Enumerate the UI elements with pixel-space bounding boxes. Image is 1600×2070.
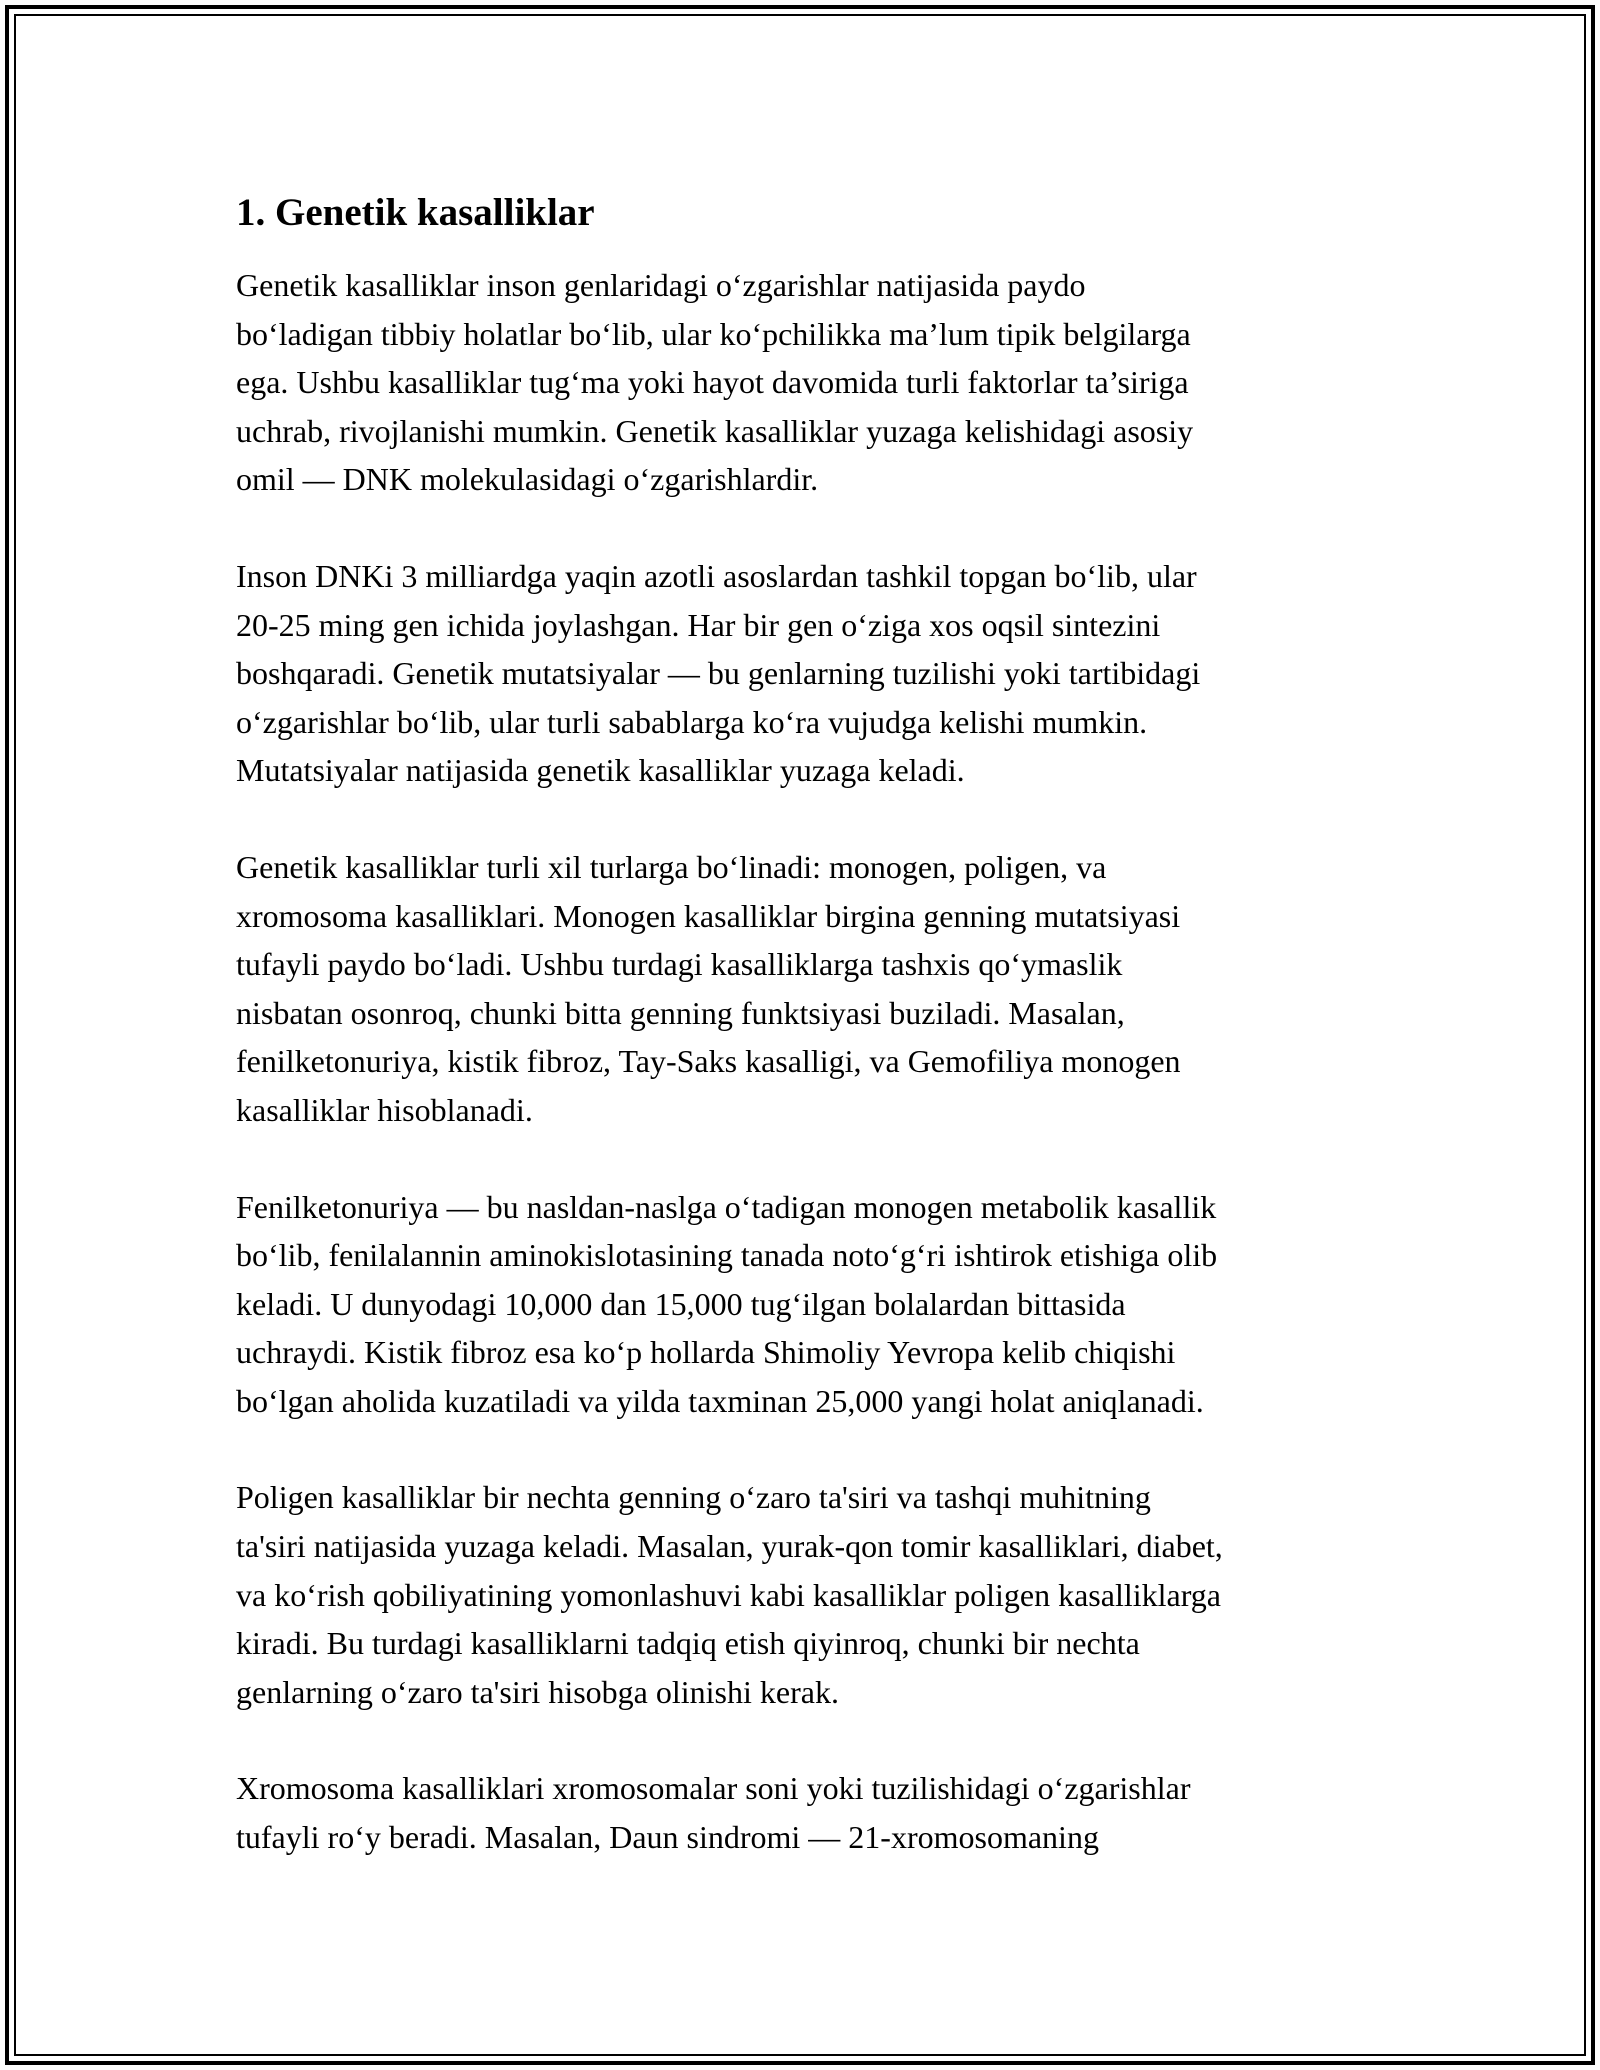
section-heading: 1. Genetik kasalliklar	[236, 191, 595, 234]
document-body	[236, 185, 1376, 1910]
paragraph-types: Genetik kasalliklar turli xil turlarga bo‘linadi: monogen, poligen, va xromosoma kasalliklari. Monogen kasalliklar birgina genning mutatsiyasi tufayli paydo bo‘ladi. Ushbu turdagi kasalliklarga tashxis qo‘ymaslik nisbatan osonroq, chunki bitta genning funktsiyasi buziladi. Masalan, fenilketonuriya, kistik fibroz, Tay-Saks kasalligi, va Gemofiliya monogen kasalliklar hisoblanadi.	[236, 848, 1181, 1128]
paragraph-dna: Inson DNKi 3 milliardga yaqin azotli asoslardan tashkil topgan bo‘lib, ular 20-25 ming gen ichida joylashgan. Har bir gen o‘ziga xos oqsil sintezini boshqaradi. Genetik mutatsiyalar — bu genlarning tuzilishi yoki tartibidagi o‘zgarishlar bo‘lib, ular turli sabablarga ko‘ra vujudga kelishi mumkin. Mutatsiyalar natijasida genetik kasalliklar yuzaga keladi.	[236, 557, 1201, 789]
paragraph-phenylketonuria: Fenilketonuriya — bu nasldan-naslga o‘tadigan monogen metabolik kasallik bo‘lib, fenilalannin aminokislotasining tanada noto‘g‘ri ishtirok etishiga olib keladi. U dunyodagi 10,000 dan 15,000 tug‘ilgan bolalardan bittasida uchraydi. Kistik fibroz esa ko‘p hollarda Shimoliy Yevropa kelib chiqishi bo‘lgan aholida kuzatiladi va yilda taxminan 25,000 yangi holat aniqlanadi.	[236, 1188, 1218, 1419]
paragraph-chromosomal: Xromosoma kasalliklari xromosomalar soni yoki tuzilishidagi o‘zgarishlar tufayli ro‘y beradi. Masalan, Daun sindromi — 21-xromosomaning	[236, 1770, 1191, 1856]
paragraph-polygenic: Poligen kasalliklar bir nechta genning o‘zaro ta'siri va tashqi muhitning ta'siri natijasida yuzaga keladi. Masalan, yurak-qon tomir kasalliklari, diabet, va ko‘rish qobiliyatining yomonlashuvi kabi kasalliklar poligen kasalliklarga kiradi. Bu turdagi kasalliklarni tadqiq etish qiyinroq, chunki bir nechta genlarning o‘zaro ta'siri hisobga olinishi kerak.	[236, 1479, 1223, 1710]
paragraph-intro: Genetik kasalliklar inson genlaridagi o‘zgarishlar natijasida paydo bo‘ladigan tibbiy holatlar bo‘lib, ular ko‘pchilikka ma’lum tipik belgilarga ega. Ushbu kasalliklar tug‘ma yoki hayot davomida turli faktorlar ta’siriga uchrab, rivojlanishi mumkin. Genetik kasalliklar yuzaga kelishidagi asosiy omil — DNK molekulasidagi o‘zgarishlardir.	[236, 267, 1194, 498]
